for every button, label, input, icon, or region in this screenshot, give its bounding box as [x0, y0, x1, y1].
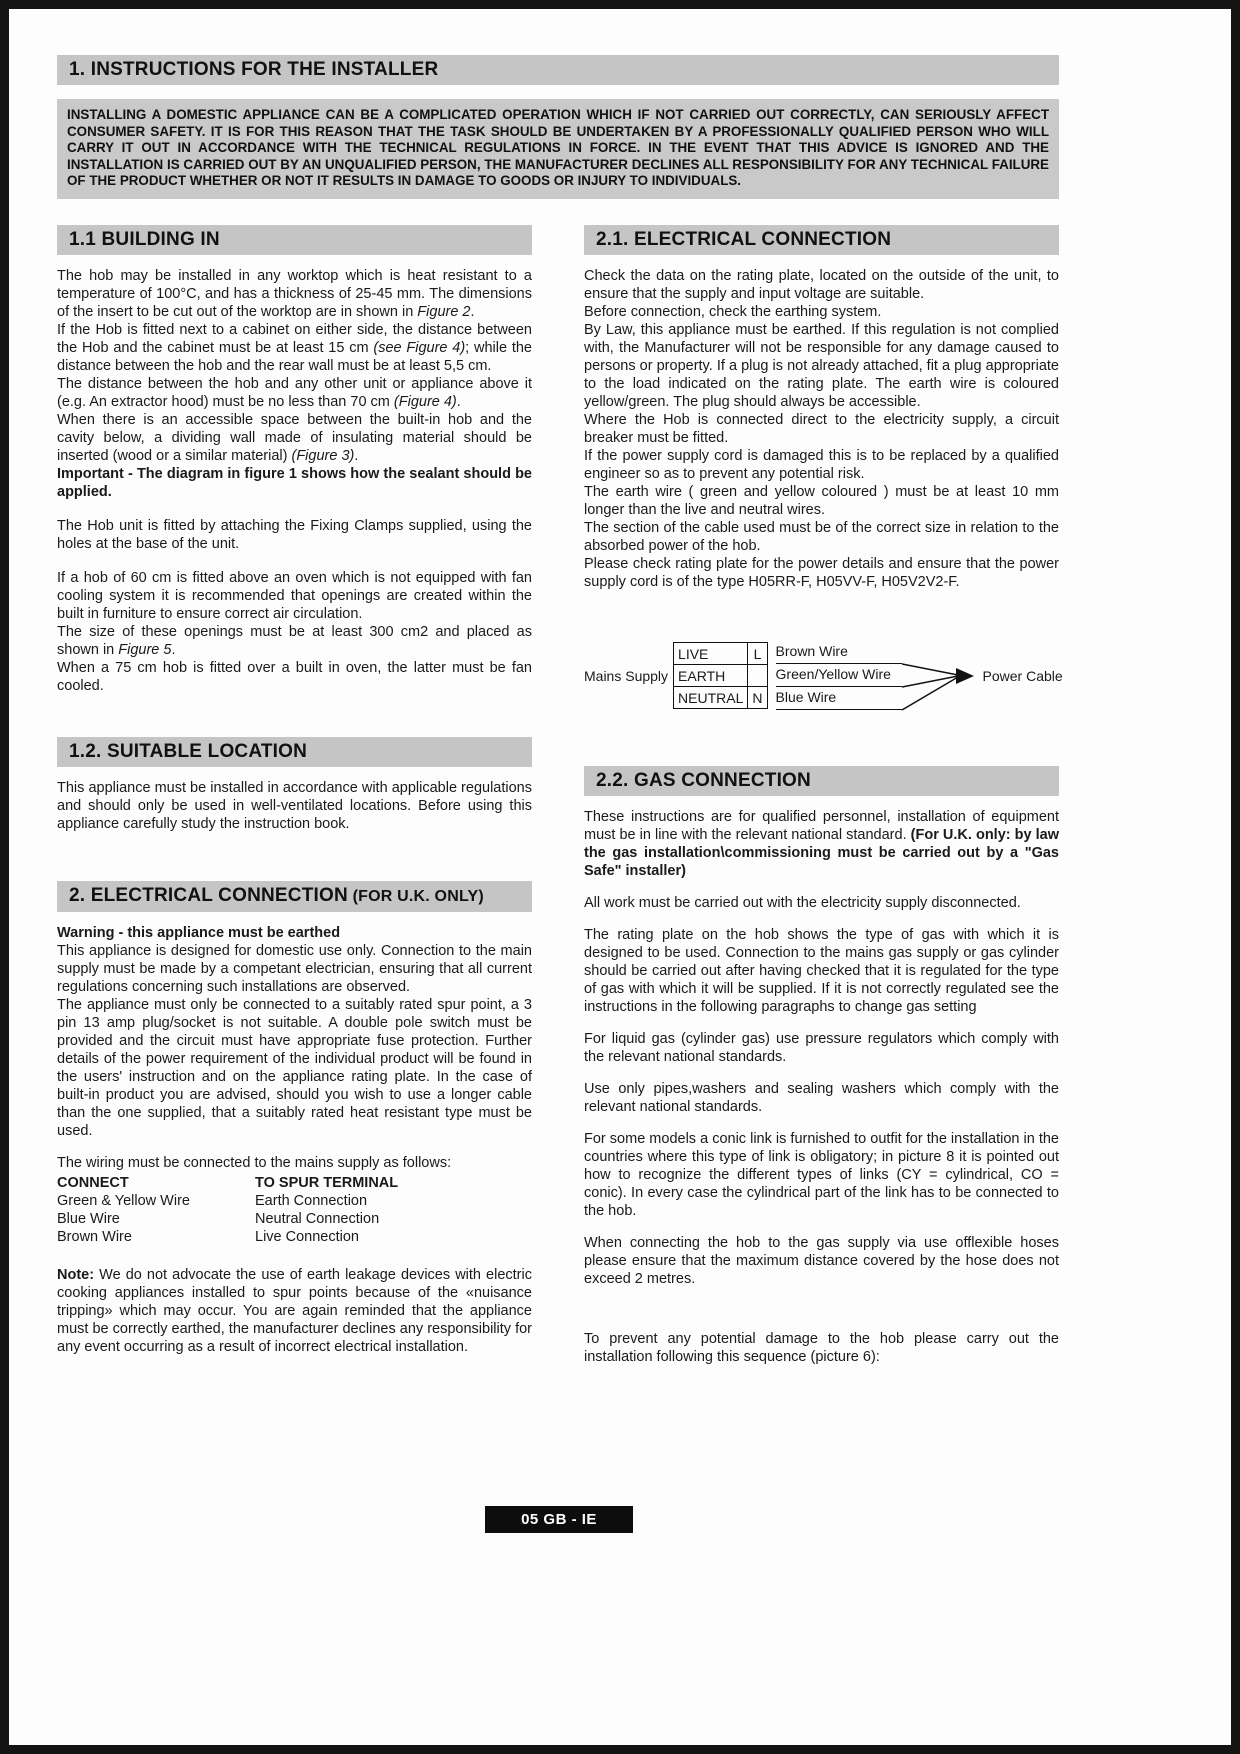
gas-paragraph: These instructions are for qualified personnel, installation of equipment must be in line with the relevant national standard. (For U.K. only: by law the gas installation\commissioning must be carried out by a "Gas Safe" installer)	[584, 808, 1059, 879]
wiring-row-terminal: Live Connection	[255, 1228, 359, 1245]
terminal-row-live	[674, 643, 767, 665]
wire-labels	[776, 641, 902, 710]
terminal-name-earth: EARTH	[674, 665, 748, 687]
power-cable-label: Power Cable	[982, 667, 1063, 684]
wire-label-brown: Brown Wire	[776, 641, 902, 664]
wiring-table-header-terminal: TO SPUR TERMINAL	[255, 1174, 399, 1191]
electrical-paragraph: By Law, this appliance must be earthed. If this regulation is not complied with, the Manufacturer will not be responsible for any damage caused to persons or property. If a plug is not already attached, fit a plug appropriate to the load indicated on the rating plate. The earth wire is coloured yellow/green. The plug should always be accessible.	[584, 321, 1059, 410]
terminal-letter-neutral: N	[748, 687, 767, 709]
gas-paragraph: When connecting the hob to the gas supply via use offlexible hoses please ensure that the maximum distance covered by the hose does not exceed 2 metres.	[584, 1234, 1059, 1287]
electrical-paragraph: If the power supply cord is damaged this is to be replaced by a qualified engineer so as to prevent any potential risk.	[584, 447, 1059, 482]
heading-electrical-connection-uk	[57, 881, 532, 912]
terminal-name-live: LIVE	[674, 643, 748, 665]
building-in-paragraph: The hob may be installed in any worktop which is heat resistant to a temperature of 100°C, and has a thickness of 25-45 mm. The dimensions of the insert to be cut out of the worktop are in shown in Figure 2.	[57, 267, 532, 320]
arrow-head-icon	[956, 668, 974, 684]
electrical-paragraph: Before connection, check the earthing system.	[584, 303, 882, 320]
wiring-table	[57, 1174, 532, 1246]
installer-warning-box: INSTALLING A DOMESTIC APPLIANCE CAN BE A COMPLICATED OPERATION WHICH IF NOT CARRIED OUT CORRECTLY, CAN SERIOUSLY AFFECT CONSUMER SAFETY. IT IS FOR THIS REASON THAT THE TASK SHOULD BE UNDERTAKEN BY A PROFESSIONALLY QUALIFIED PERSON WHO WILL CARRY IT OUT IN ACCORDANCE WITH THE TECHNICAL REGULATIONS IN FORCE. IN THE EVENT THAT THIS ADVICE IS IGNORED AND THE INSTALLATION IS CARRIED OUT BY AN UNQUALIFIED PERSON, THE MANUFACTURER DECLINES ALL RESPONSIBILITY FOR ANY TECHNICAL FAILURE OF THE PRODUCT WHETHER OR NOT IT RESULTS IN DAMAGE TO GOODS OR INJURY TO INDIVIDUALS.	[57, 99, 1059, 199]
building-in-paragraph: If a hob of 60 cm is fitted above an oven which is not equipped with fan cooling system it is recommended that openings are created within the built in furniture to ensure correct air circulation.	[57, 569, 532, 622]
electrical-uk-paragraph: This appliance is designed for domestic use only. Connection to the main supply must be made by a competant electrician, ensuring that all current regulations concerning such installations are observed.	[57, 942, 532, 995]
mains-connection-diagram	[584, 641, 1063, 711]
earthing-warning-line: Warning - this appliance must be earthed	[57, 924, 341, 941]
terminal-row-earth	[674, 665, 767, 687]
two-column-layout	[57, 225, 1063, 1366]
wire-label-blue: Blue Wire	[776, 687, 902, 710]
wiring-row-wire: Blue Wire	[57, 1210, 120, 1227]
gas-paragraph: For some models a conic link is furnished to outfit for the installation in the countries where this type of link is obligatory; in picture 8 it is pointed out how to recognize the different types of links (CY = cylindrical, CO = conic). In every case the cylindrical part of the link has to be connected to the hob.	[584, 1130, 1059, 1219]
heading-electrical-uk-main: 2. ELECTRICAL CONNECTION	[69, 884, 348, 906]
gas-paragraph: Use only pipes,washers and sealing washers which comply with the relevant national standards.	[584, 1080, 1059, 1115]
terminal-letter-live: L	[748, 643, 767, 665]
electrical-paragraph: Where the Hob is connected direct to the electricity supply, a circuit breaker must be fitted.	[584, 411, 1059, 446]
heading-building-in: 1.1 BUILDING IN	[57, 225, 532, 255]
right-column	[584, 225, 1063, 1366]
building-in-paragraph: When there is an accessible space between the built-in hob and the cavity below, a dividing wall made of insulating material should be inserted (wood or a similar material) (Figure 3).	[57, 411, 532, 464]
footer	[57, 1506, 1061, 1533]
page-title: 1. INSTRUCTIONS FOR THE INSTALLER	[57, 55, 1059, 85]
electrical-uk-paragraph: The appliance must only be connected to a suitably rated spur point, a 3 pin 13 amp plug/socket is not suitable. A double pole switch must be provided and the circuit must have appropriate fuse protection. Further details of the power requirement of the individual product will be found in the users' instruction and on the appliance rating plate. In the case of built-in product you are advised, should you wish to use a longer cable than the one supplied, that a suitably rated heat resistant type must be used.	[57, 996, 532, 1139]
gas-paragraph: The rating plate on the hob shows the type of gas with which it is designed to be used. Connection to the mains gas supply or gas cylinder should be carried out after having checked that it is regulated for the type of gas with which it will be supplied. If it is not correctly regulated see the instructions in the following paragraphs to change gas setting	[584, 926, 1059, 1015]
gas-paragraph: All work must be carried out with the electricity supply disconnected.	[584, 894, 1021, 911]
nuisance-tripping-note: Note: We do not advocate the use of earth leakage devices with electric cooking appliances installed to spur points because of the «nuisance tripping» which may occur. You are again reminded that the appliance must be correctly earthed, the manufacturer declines any responsibility for any event occurring as a result of incorrect electrical installation.	[57, 1266, 532, 1355]
mains-supply-label: Mains Supply	[584, 667, 669, 684]
wiring-row-wire: Green & Yellow Wire	[57, 1192, 190, 1209]
wiring-row-terminal: Earth Connection	[255, 1192, 368, 1209]
heading-suitable-location: 1.2. SUITABLE LOCATION	[57, 737, 532, 767]
heading-electrical-connection: 2.1. ELECTRICAL CONNECTION	[584, 225, 1059, 255]
building-in-paragraph: When a 75 cm hob is fitted over a built in oven, the latter must be fan cooled.	[57, 659, 532, 694]
wiring-row-terminal: Neutral Connection	[255, 1210, 380, 1227]
terminal-letter-earth	[748, 665, 767, 687]
terminal-table	[673, 642, 767, 709]
heading-gas-connection: 2.2. GAS CONNECTION	[584, 766, 1059, 796]
power-cable-converge-graphic	[902, 641, 980, 711]
page-number-badge: 05 GB - IE	[485, 1506, 633, 1533]
building-in-important-note: Important - The diagram in figure 1 shows how the sealant should be applied.	[57, 465, 532, 500]
wiring-row-wire: Brown Wire	[57, 1228, 132, 1245]
electrical-paragraph: The section of the cable used must be of the correct size in relation to the absorbed power of the hob.	[584, 519, 1059, 554]
building-in-paragraph: The size of these openings must be at least 300 cm2 and placed as shown in Figure 5.	[57, 623, 532, 658]
building-in-paragraph: The Hob unit is fitted by attaching the Fixing Clamps supplied, using the holes at the base of the unit.	[57, 517, 532, 552]
building-in-paragraph: The distance between the hob and any other unit or appliance above it (e.g. An extractor hood) must be no less than 70 cm (Figure 4).	[57, 375, 532, 410]
electrical-paragraph: Please check rating plate for the power details and ensure that the power supply cord is of the type H05RR-F, H05VV-F, H05V2V2-F.	[584, 555, 1059, 590]
wiring-table-header-connect: CONNECT	[57, 1174, 129, 1191]
left-column	[57, 225, 532, 1366]
gas-paragraph: To prevent any potential damage to the hob please carry out the installation following this sequence (picture 6):	[584, 1330, 1059, 1365]
wiring-intro-line: The wiring must be connected to the mains supply as follows:	[57, 1154, 452, 1171]
heading-electrical-uk-suffix: (FOR U.K. ONLY)	[347, 887, 484, 905]
electrical-paragraph: The earth wire ( green and yellow coloured ) must be at least 10 mm longer than the live and neutral wires.	[584, 483, 1059, 518]
building-in-paragraph: If the Hob is fitted next to a cabinet on either side, the distance between the Hob and the cabinet must be at least 15 cm (see Figure 4); while the distance between the hob and the rear wall must be at least 5,5 cm.	[57, 321, 532, 374]
wire-label-green-yellow: Green/Yellow Wire	[776, 664, 902, 687]
suitable-location-paragraph: This appliance must be installed in accordance with applicable regulations and should only be used in well-ventilated locations. Before using this appliance carefully study the instruction book.	[57, 779, 532, 832]
electrical-paragraph: Check the data on the rating plate, located on the outside of the unit, to ensure that the supply and input voltage are suitable.	[584, 267, 1059, 302]
gas-paragraph: For liquid gas (cylinder gas) use pressure regulators which comply with the relevant national standards.	[584, 1030, 1059, 1065]
terminal-row-neutral	[674, 687, 767, 709]
terminal-name-neutral: NEUTRAL	[674, 687, 748, 709]
